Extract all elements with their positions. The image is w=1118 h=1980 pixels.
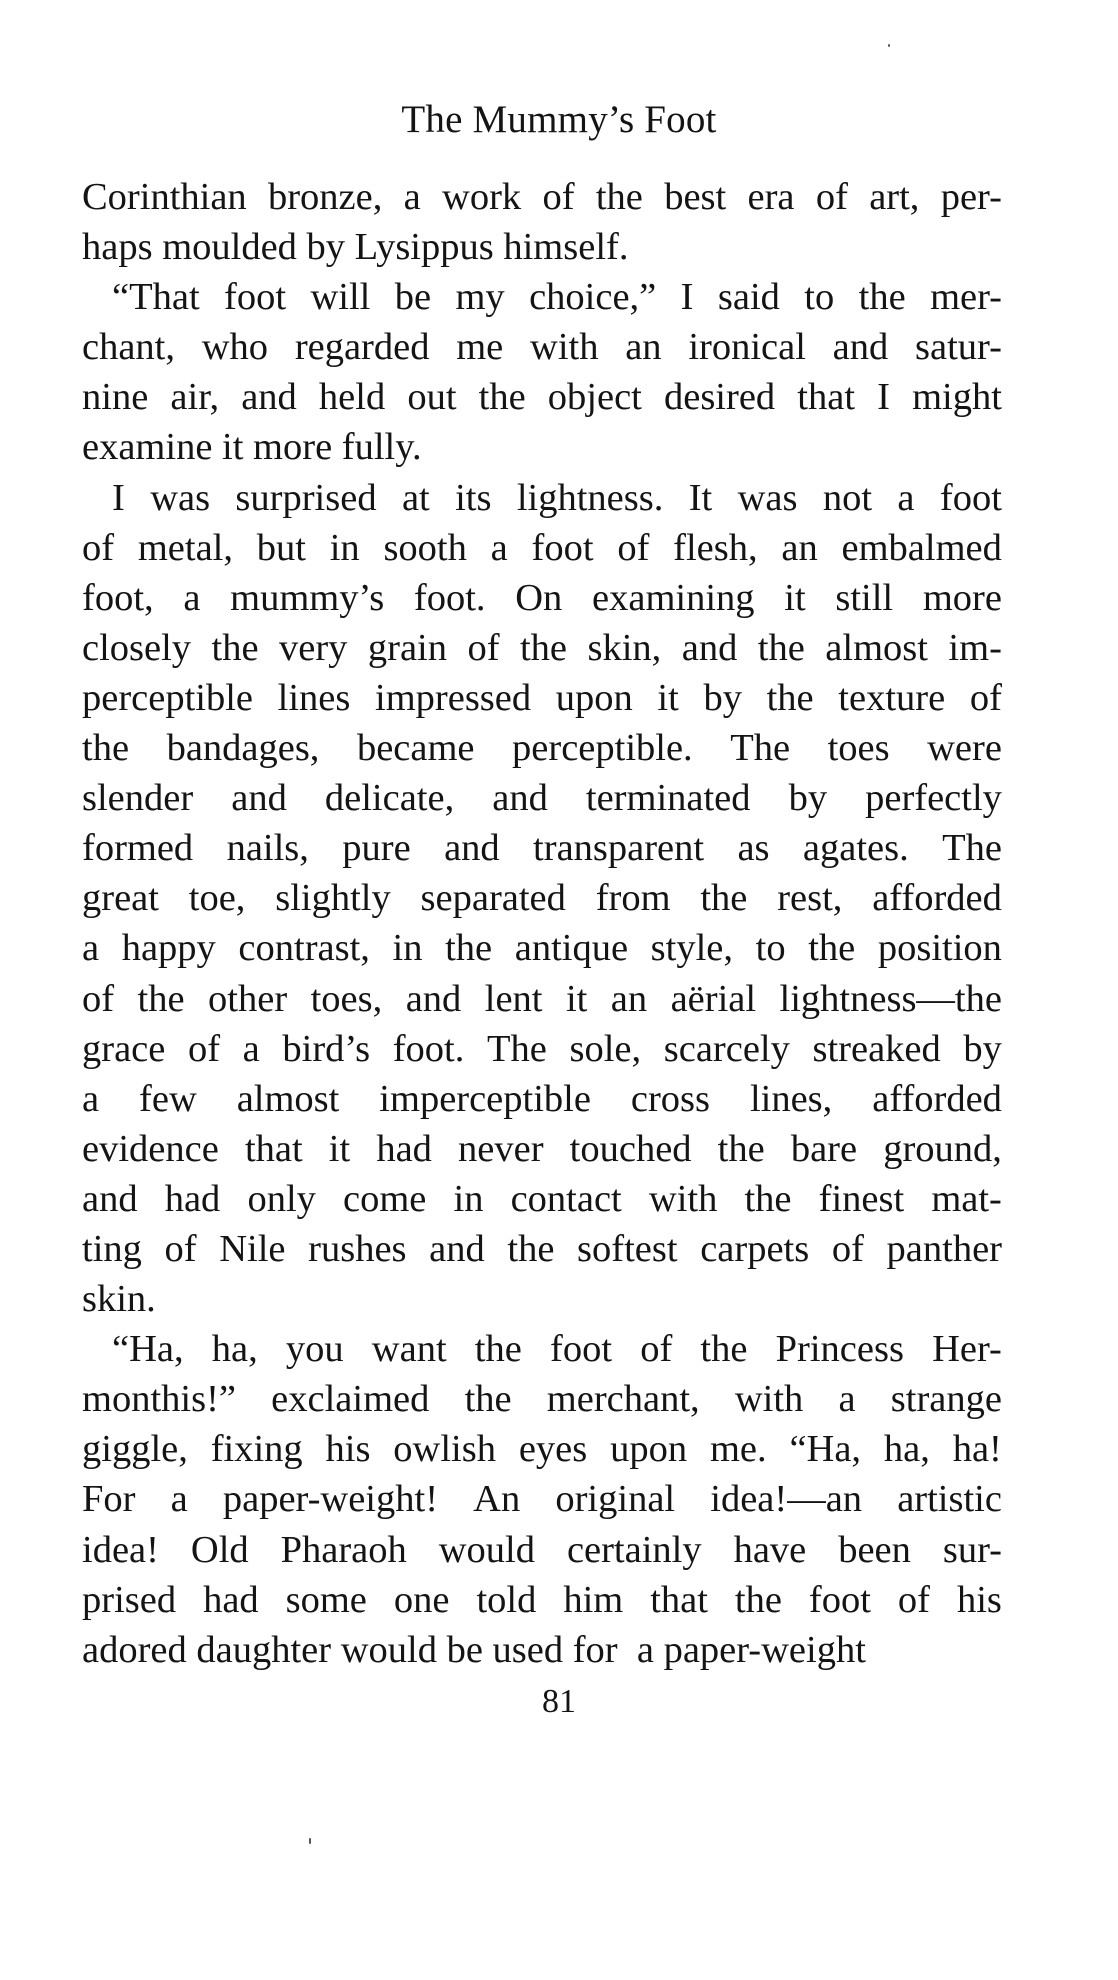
text-line: perceptible lines impressed upon it by the texture of (82, 676, 1002, 719)
text-line: I was surprised at its lightness. It was not a foot (112, 476, 1002, 519)
text-line: a few almost imperceptible cross lines, afforded (82, 1077, 1002, 1120)
text-line: haps moulded by Lysippus himself. (82, 226, 629, 269)
text-line: idea! Old Pharaoh would certainly have been sur- (82, 1528, 1002, 1571)
text-line: “That foot will be my choice,” I said to the mer- (112, 276, 1002, 319)
running-head: The Mummy’s Foot (401, 98, 717, 141)
text-line: ting of Nile rushes and the softest carpets of panther (82, 1227, 1002, 1270)
text-line: “Ha, ha, you want the foot of the Princess Her- (112, 1328, 1002, 1371)
text-line: and had only come in contact with the finest mat- (82, 1177, 1002, 1220)
text-line: of the other toes, and lent it an aërial lightness—the (82, 977, 1002, 1020)
text-line: foot, a mummy’s foot. On examining it still more (82, 576, 1002, 619)
paper-speck (888, 44, 890, 47)
text-line: formed nails, pure and transparent as agates. The (82, 827, 1002, 870)
text-line: For a paper-weight! An original idea!—an artistic (82, 1478, 1002, 1521)
text-line: the bandages, became perceptible. The toes were (82, 727, 1002, 770)
text-line: of metal, but in sooth a foot of flesh, an embalmed (82, 526, 1002, 569)
body-text (82, 172, 1002, 1675)
text-line: Corinthian bronze, a work of the best era of art, per- (82, 176, 1002, 218)
text-line: grace of a bird’s foot. The sole, scarcely streaked by (82, 1027, 1002, 1070)
paper-speck (309, 1838, 311, 1844)
text-line: adored daughter would be used for a paper-weight (82, 1628, 866, 1671)
text-line: giggle, fixing his owlish eyes upon me. “Ha, ha, ha! (82, 1428, 1002, 1471)
page-number: 81 (542, 1683, 576, 1720)
text-line: slender and delicate, and terminated by perfectly (82, 777, 1002, 820)
text-line: prised had some one told him that the foot of his (82, 1578, 1002, 1621)
text-line: closely the very grain of the skin, and the almost im- (82, 626, 1002, 669)
text-line: great toe, slightly separated from the rest, afforded (82, 877, 1002, 920)
text-line: skin. (82, 1278, 156, 1321)
text-line: a happy contrast, in the antique style, to the position (82, 927, 1002, 970)
text-line: nine air, and held out the object desired that I might (82, 376, 1002, 419)
text-line: monthis!” exclaimed the merchant, with a strange (82, 1378, 1002, 1421)
text-line: evidence that it had never touched the bare ground, (82, 1127, 1002, 1170)
text-line: examine it more fully. (82, 426, 422, 469)
text-line: chant, who regarded me with an ironical and satur- (82, 326, 1002, 369)
